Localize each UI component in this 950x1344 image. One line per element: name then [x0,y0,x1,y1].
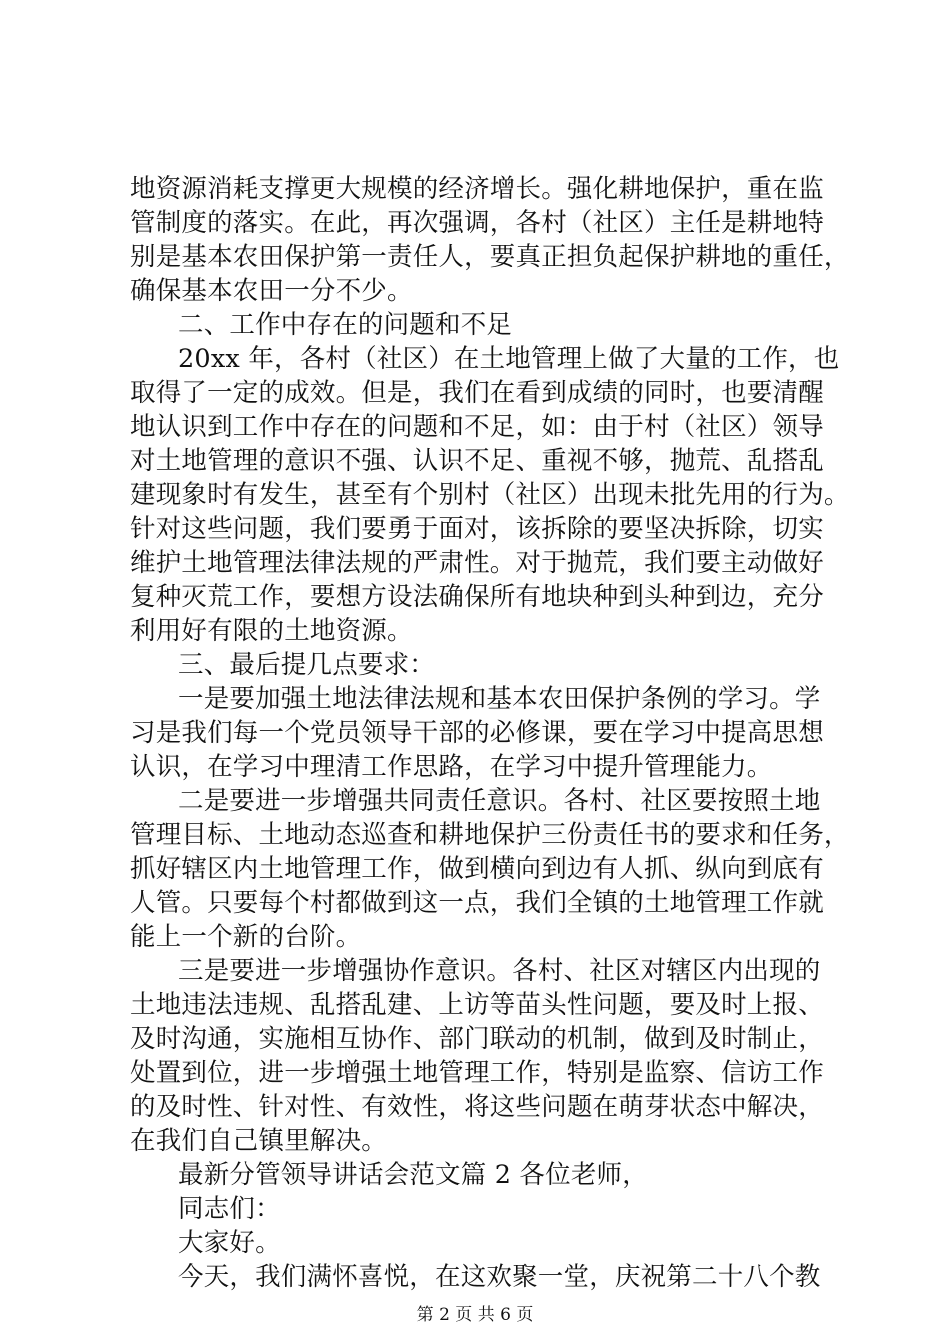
body-line-23: 能上一个新的台阶。 [130,922,362,952]
body-line-22: 人管。只要每个村都做到这一点，我们全镇的土地管理工作就 [130,888,824,918]
body-line-7: 取得了一定的成效。但是，我们在看到成绩的同时，也要清醒 [130,378,824,408]
body-line-24: 三是要进一步增强协作意识。各村、社区对辖区内出现的 [178,956,821,986]
body-line-27: 处置到位，进一步增强土地管理工作，特别是监察、信访工作 [130,1058,824,1088]
body-line-9: 对土地管理的意识不强、认识不足、重视不够，抛荒、乱搭乱 [130,446,824,476]
salutation-line: 同志们： [178,1194,281,1224]
body-line-26: 及时沟通，实施相互协作、部门联动的机制，做到及时制止， [130,1024,824,1054]
article-title-line: 最新分管领导讲话会范文篇 2 各位老师， [178,1160,648,1190]
body-line-18: 认识，在学习中理清工作思路，在学习中提升管理能力。 [130,752,773,782]
section-heading-3: 三、最后提几点要求： [178,650,436,680]
body-line-17: 习是我们每一个党员领导干部的必修课，要在学习中提高思想 [130,718,824,748]
body-line-28: 的及时性、针对性、有效性，将这些问题在萌芽状态中解决， [130,1092,824,1122]
section-heading-2: 二、工作中存在的问题和不足 [178,310,513,340]
page-number-footer: 第 2 页 共 6 页 [416,1305,534,1325]
body-line-1: 地资源消耗支撑更大规模的经济增长。强化耕地保护，重在监 [130,174,824,204]
body-line-25: 土地违法违规、乱搭乱建、上访等苗头性问题，要及时上报、 [130,990,824,1020]
body-line-16: 一是要加强土地法律法规和基本农田保护条例的学习。学 [178,684,821,714]
body-line-4: 确保基本农田一分不少。 [130,276,413,306]
body-line-2: 管制度的落实。在此，再次强调，各村（社区）主任是耕地特 [130,208,824,238]
body-line-3: 别是基本农田保护第一责任人，要真正担负起保护耕地的重任， [130,242,850,272]
greeting-line: 大家好。 [178,1228,281,1258]
body-line-12: 维护土地管理法律法规的严肃性。对于抛荒，我们要主动做好 [130,548,824,578]
body-line-8: 地认识到工作中存在的问题和不足，如：由于村（社区）领导 [130,412,824,442]
body-line-33: 今天，我们满怀喜悦，在这欢聚一堂，庆祝第二十八个教 [178,1262,821,1292]
body-line-20: 管理目标、土地动态巡查和耕地保护三份责任书的要求和任务， [130,820,850,850]
body-line-21: 抓好辖区内土地管理工作，做到横向到边有人抓、纵向到底有 [130,854,824,884]
body-line-10: 建现象时有发生，甚至有个别村（社区）出现未批先用的行为。 [130,480,850,510]
body-line-19: 二是要进一步增强共同责任意识。各村、社区要按照土地 [178,786,821,816]
body-line-11: 针对这些问题，我们要勇于面对，该拆除的要坚决拆除，切实 [130,514,824,544]
body-line-13: 复种灭荒工作，要想方设法确保所有地块种到头种到边，充分 [130,582,824,612]
body-line-14: 利用好有限的土地资源。 [130,616,413,646]
body-line-6: 20xx 年，各村（社区）在土地管理上做了大量的工作，也 [178,344,840,374]
body-line-29: 在我们自己镇里解决。 [130,1126,388,1156]
